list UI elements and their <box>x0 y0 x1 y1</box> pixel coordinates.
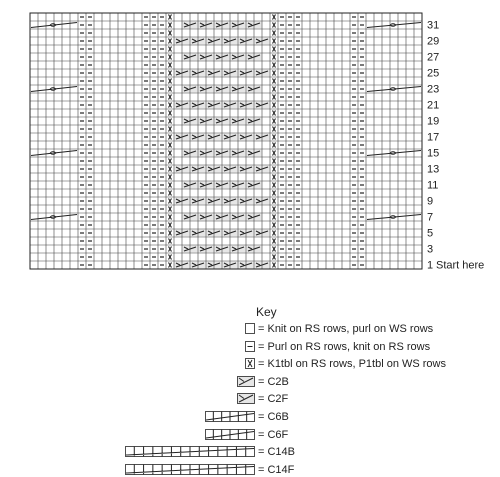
row-number: 27 <box>427 51 440 64</box>
row-number: 21 <box>427 99 440 112</box>
key-item-label: = Purl on RS rows, knit on RS rows <box>258 340 431 353</box>
row-number: 19 <box>427 115 440 128</box>
c2f-symbol-icon <box>237 392 255 406</box>
knit-symbol-icon <box>245 322 255 336</box>
key-item-c6b <box>0 410 500 424</box>
purl-symbol-icon <box>245 340 255 354</box>
row-number: 3 <box>427 243 434 256</box>
key-item-purl <box>0 340 500 354</box>
row-number: 5 <box>427 227 434 240</box>
key-item-knit <box>0 322 500 336</box>
row-number: 15 <box>427 147 440 160</box>
row-number: 11 <box>427 179 439 192</box>
key-item-c14b <box>0 445 500 459</box>
key-item-c2f <box>0 392 500 406</box>
row-number: 9 <box>427 195 434 208</box>
key-item-label: = C14F <box>258 463 295 476</box>
key-item-k1tbl <box>0 357 500 371</box>
key-item-label: = C6B <box>258 411 289 423</box>
row-number: 1 <box>427 259 434 272</box>
key-item-label: = C2F <box>258 393 289 406</box>
c14b-symbol-icon <box>125 445 255 459</box>
k1tbl-symbol-icon <box>245 357 255 371</box>
c6b-symbol-icon <box>205 410 255 424</box>
row-number: 17 <box>427 131 440 144</box>
row-number: 29 <box>427 35 440 48</box>
key-item-label: = C14B <box>258 446 295 459</box>
key-title: Key <box>256 305 277 319</box>
c6f-symbol-icon <box>205 428 255 442</box>
row-number: 13 <box>427 163 440 176</box>
row-numbers <box>427 20 484 272</box>
key-item-label: = K1tbl on RS rows, P1tbl on WS rows <box>258 358 446 371</box>
key-item-c6f <box>0 428 500 442</box>
c2b-symbol-icon <box>237 375 255 389</box>
key-item-label: = C2B <box>258 375 289 388</box>
row-number: 25 <box>427 67 440 80</box>
row-number: 7 <box>427 211 434 224</box>
chart-key <box>0 305 500 476</box>
key-item-label: = C6F <box>258 428 289 441</box>
key-item-label: = Knit on RS rows, purl on WS rows <box>258 323 434 335</box>
key-item-c2b <box>0 375 500 389</box>
row-number: 31 <box>427 19 440 32</box>
start-here-label: Start here <box>436 259 485 272</box>
row-number: 23 <box>427 83 440 96</box>
